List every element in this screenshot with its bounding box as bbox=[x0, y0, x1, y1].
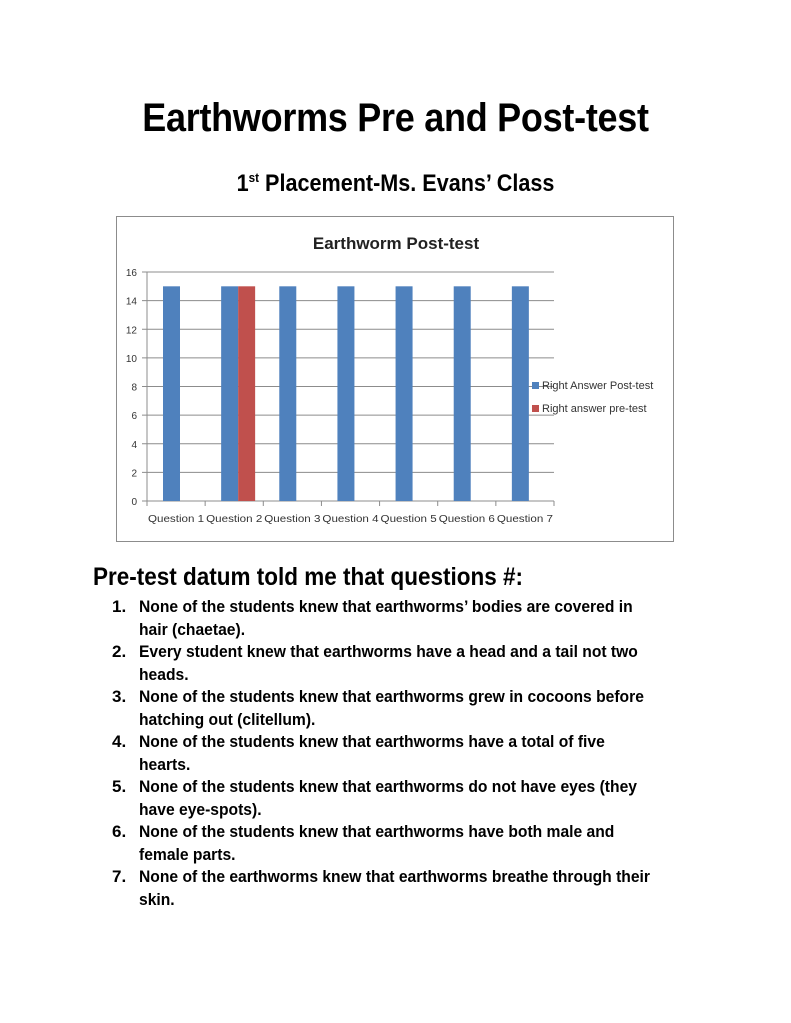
finding-number: 5. bbox=[112, 777, 127, 796]
finding-text: None of the students knew that earthworms have both male and female parts. bbox=[139, 822, 615, 864]
legend-swatch bbox=[532, 382, 539, 389]
x-tick-label: Question 5 bbox=[380, 514, 438, 525]
finding-text: None of the students knew that earthworms have a total of five hearts. bbox=[139, 732, 605, 774]
findings-list bbox=[112, 596, 752, 911]
legend-swatch bbox=[532, 405, 539, 412]
x-tick-label: Question 6 bbox=[438, 514, 496, 525]
subtitle-ordinal-suffix: st bbox=[248, 170, 260, 185]
bar-post-test bbox=[221, 286, 238, 501]
page-title: Earthworms Pre and Post-test bbox=[142, 96, 649, 140]
y-tick-label: 2 bbox=[131, 468, 137, 480]
bar-post-test bbox=[279, 286, 296, 501]
finding-text: None of the students knew that earthworms grew in cocoons before hatching out (clitellum). bbox=[139, 687, 644, 729]
bar-post-test bbox=[337, 286, 354, 501]
bar-post-test bbox=[396, 286, 413, 501]
finding-text: None of the students knew that earthworms do not have eyes (they have eye-spots). bbox=[139, 777, 637, 819]
legend-label: Right Answer Post-test bbox=[542, 380, 654, 392]
finding-item bbox=[112, 686, 752, 731]
y-tick-label: 4 bbox=[131, 439, 137, 451]
finding-number: 6. bbox=[112, 822, 127, 841]
finding-text: Every student knew that earthworms have a head and a tail not two heads. bbox=[139, 642, 638, 684]
finding-number: 3. bbox=[112, 687, 127, 706]
post-test-chart bbox=[116, 216, 674, 542]
finding-item bbox=[112, 821, 752, 866]
finding-number: 1. bbox=[112, 597, 127, 616]
finding-number: 4. bbox=[112, 732, 127, 751]
legend-label: Right answer pre-test bbox=[542, 403, 647, 415]
y-tick-label: 10 bbox=[125, 353, 137, 365]
bar-post-test bbox=[512, 286, 529, 501]
y-tick-label: 0 bbox=[131, 497, 137, 508]
x-tick-label: Question 4 bbox=[322, 514, 380, 525]
y-tick-label: 8 bbox=[131, 382, 137, 394]
finding-number: 2. bbox=[112, 642, 127, 661]
section-heading: Pre-test datum told me that questions #: bbox=[93, 563, 524, 591]
finding-number: 7. bbox=[112, 867, 127, 886]
bar-post-test bbox=[454, 286, 471, 501]
finding-text: None of the earthworms knew that earthworms breathe through their skin. bbox=[139, 867, 650, 909]
y-tick-label: 12 bbox=[125, 325, 137, 337]
x-tick-label: Question 1 bbox=[148, 514, 205, 525]
finding-item bbox=[112, 866, 752, 911]
finding-item bbox=[112, 641, 752, 686]
finding-item bbox=[112, 776, 752, 821]
subtitle-ordinal: 1 bbox=[236, 170, 249, 197]
chart-svg bbox=[117, 217, 675, 543]
bar-post-test bbox=[163, 286, 180, 501]
x-tick-label: Question 3 bbox=[264, 514, 321, 525]
y-tick-label: 14 bbox=[125, 296, 137, 308]
bar-pre-test bbox=[238, 286, 255, 501]
finding-text: None of the students knew that earthworms’ bodies are covered in hair (chaetae). bbox=[139, 597, 633, 639]
finding-item bbox=[112, 596, 752, 641]
x-tick-label: Question 2 bbox=[206, 514, 263, 525]
page-subtitle bbox=[40, 170, 752, 198]
y-tick-label: 6 bbox=[131, 411, 137, 423]
subtitle-class-name: Placement-Ms. Evans’ Class bbox=[259, 170, 555, 197]
finding-item bbox=[112, 731, 752, 776]
y-tick-label: 16 bbox=[125, 268, 137, 279]
chart-title: Earthworm Post-test bbox=[312, 234, 480, 253]
x-tick-label: Question 7 bbox=[496, 514, 554, 525]
